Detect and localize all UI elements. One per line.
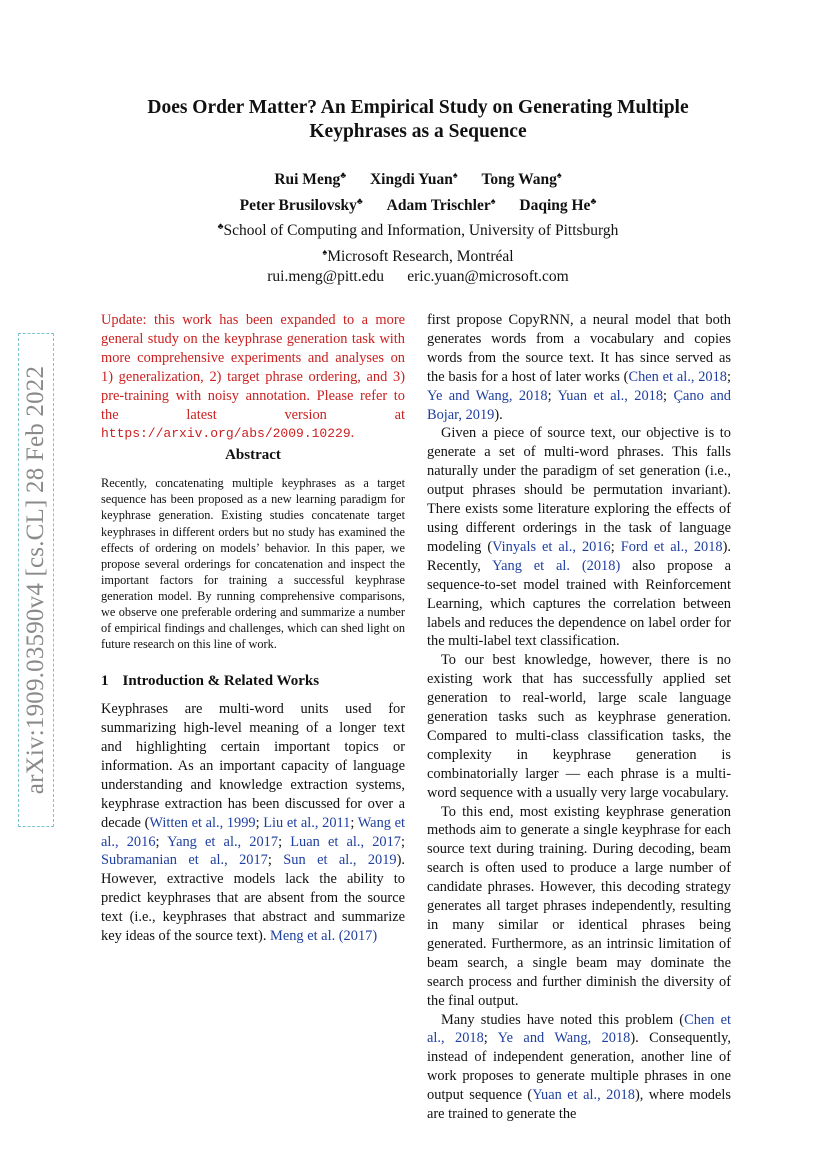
- author-name: Rui Meng♣: [274, 170, 347, 188]
- citation[interactable]: Witten et al., 1999: [149, 814, 256, 831]
- section-heading: 1 Introduction & Related Works: [101, 673, 320, 690]
- citation[interactable]: Yuan et al., 2018: [532, 1087, 635, 1104]
- left-column: [101, 311, 405, 946]
- abstract-heading: Abstract: [225, 447, 281, 464]
- author-emails: [120, 267, 716, 288]
- author-name: Peter Brusilovsky♣: [239, 195, 363, 214]
- title-line-1: Does Order Matter? An Empirical Study on Generating Multiple: [147, 97, 689, 118]
- arxiv-side-stamp: [18, 333, 54, 827]
- intro-paragraph-2: Given a piece of source text, our objective is to generate a set of multi-word phrases. This falls naturally under the paradigm of set generation (i.e., output phrases should be permutation invariant). There exists some literature exploring the effects of using different orderings in the task of language modeling (Vinyals et al., 2016; Ford et al., 2018). Recently, Yang et al. (2018) also propose a sequence-to-set model trained with Reinforcement Learning, which captures the correlation between labels and reduces the dependence on label order for the multi-label text classification.: [427, 425, 731, 650]
- citation[interactable]: Yuan et al., 2018: [557, 387, 664, 404]
- abstract-text: Recently, concatenating multiple keyphrases as a target sequence has been proposed as a new learning paradigm for keyphrase generation. Existing studies concatenate target keyphrases in different orders but no study has examined the effects of ordering on models’ behavior. In this paper, we propose several orderings for concatenation and inspect the important factors for training a successful keyphrase generation model. By running comprehensive comparisons, we observe one preferable ordering and summarize a number of empirical findings and challenges, which can shed light on future research on this line of work.: [101, 476, 405, 652]
- citation[interactable]: Chen et al., 2018: [628, 368, 727, 385]
- paper-title: [120, 96, 716, 144]
- citation[interactable]: Wang et al., 2016: [101, 814, 405, 850]
- citation[interactable]: Chen et al., 2018: [427, 1011, 731, 1047]
- citation[interactable]: Ford et al., 2018: [620, 538, 723, 555]
- citation[interactable]: Meng et al. (2017): [270, 928, 378, 945]
- intro-paragraph-4: To this end, most existing keyphrase generation methods aim to generate a single keyphrase for each source text during training. During decoding, beam search is often used to produce a large number of candidate phrases. However, this decoding strategy generates all target phrases independently, resulting in many similar or identical phrases being generated. Furthermore, as an intrinsic limitation of beam search, a single beam may dominate the search process and further diminish the diversity of the final output.: [427, 803, 731, 1009]
- citation[interactable]: Subramanian et al., 2017: [101, 852, 268, 869]
- author-name: Daqing He♣: [519, 195, 597, 214]
- citation[interactable]: Yang et al., 2017: [167, 833, 279, 850]
- intro-paragraph-1: Keyphrases are multi-word units used for summarizing high-level meaning of a longer text and highlighting certain important topics or information. As an important capacity of language understanding and knowledge extraction systems, keyphrase extraction has been discussed for over a decade (Witten et al., 1999; Liu et al., 2011; Wang et al., 2016; Yang et al., 2017; Luan et al., 2017; Subramanian et al., 2017; Sun et al., 2019). However, extractive models lack the ability to predict keyphrases that are absent from the source text (i.e., keyphrases that abstract and summarize key ideas of the source text). Meng et al. (2017): [101, 701, 405, 945]
- email-meng: rui.meng@pitt.edu: [267, 268, 384, 285]
- update-notice: Update: this work has been expanded to a more general study on the keyphrase generation task with more comprehensive experiments and analyses on 1) generalization, 2) target phrase ordering, and 3) pre-training with noisy annotation. Please refer to the latest version at https://arxiv.org/abs/2009.10229.: [101, 312, 405, 442]
- citation[interactable]: Liu et al., 2011: [263, 814, 351, 831]
- citation[interactable]: Vinyals et al., 2016: [492, 538, 611, 555]
- author-name: Adam Trischler♠: [386, 195, 496, 214]
- author-name: Xingdi Yuan♠: [369, 170, 458, 188]
- arxiv-identifier: arXiv:1909.03590v4 [cs.CL] 28 Feb 2022: [22, 365, 50, 795]
- citation[interactable]: Sun et al., 2019: [283, 852, 397, 869]
- affiliation-microsoft: ♠Microsoft Research, Montréal: [322, 246, 514, 265]
- author-line-2: [120, 191, 716, 217]
- author-name: Tong Wang♠: [481, 170, 562, 188]
- title-line-2: Keyphrases as a Sequence: [309, 121, 527, 142]
- right-column: [427, 311, 731, 1124]
- email-yuan: eric.yuan@microsoft.com: [407, 268, 569, 285]
- citation[interactable]: Yang et al. (2018): [492, 557, 621, 574]
- intro-paragraph-1-continued: first propose CopyRNN, a neural model that both generates words from a vocabulary and copies words from the source text. It has since served as the basis for a host of later works (Chen et al., 2018; Ye and Wang, 2018; Yuan et al., 2018; Çano and Bojar, 2019).: [427, 312, 731, 423]
- author-line-1: [120, 165, 716, 191]
- citation[interactable]: Luan et al., 2017: [290, 833, 401, 850]
- author-block: [120, 165, 716, 288]
- update-link[interactable]: https://arxiv.org/abs/2009.10229: [101, 426, 351, 442]
- citation[interactable]: Ye and Wang, 2018: [427, 387, 548, 404]
- affiliation-pitt: ♣School of Computing and Information, University of Pittsburgh: [217, 221, 619, 239]
- citation[interactable]: Çano and Bojar, 2019: [427, 387, 731, 423]
- intro-paragraph-5: Many studies have noted this problem (Chen et al., 2018; Ye and Wang, 2018). Consequently, instead of independent generation, another line of work proposes to generate multiple phrases in one output sequence (Yuan et al., 2018), where models are trained to generate the: [427, 1011, 731, 1123]
- intro-paragraph-3: To our best knowledge, however, there is no existing work that has successfully applied set generation to real-world, large scale language generation tasks such as keyphrase generation. Compared to multi-class classification tasks, the complexity in keyphrase generation is combinatorially larger — each phrase is a multi-word sequence with a usually very large vocabulary.: [427, 652, 731, 801]
- citation[interactable]: Ye and Wang, 2018: [497, 1030, 631, 1047]
